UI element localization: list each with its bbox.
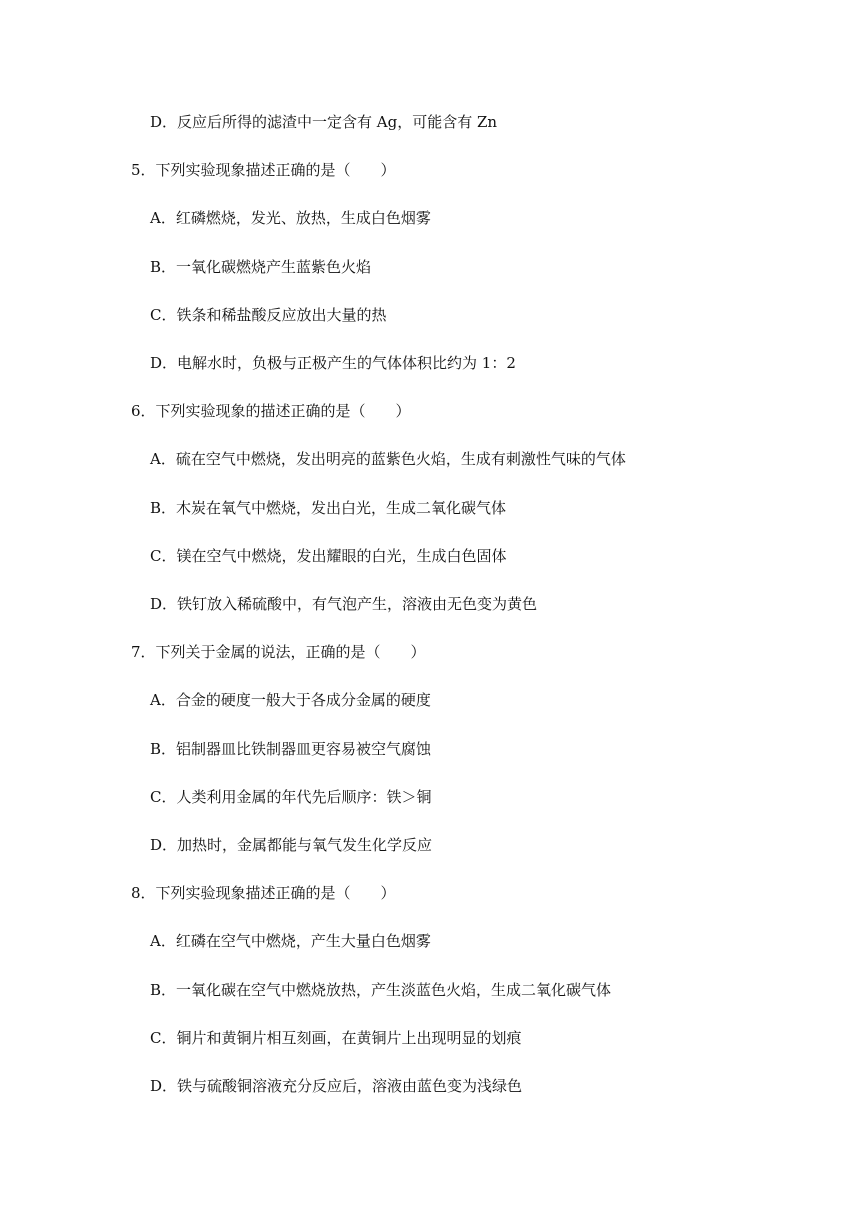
question-5-option-a: A．红磷燃烧，发光、放热，生成白色烟雾 [150, 209, 431, 227]
question-6-option-d: D．铁钉放入稀硫酸中，有气泡产生，溶液由无色变为黄色 [150, 595, 538, 613]
question-6-option-b: B．木炭在氧气中燃烧，发出白光，生成二氧化碳气体 [150, 499, 507, 517]
question-7-option-a: A．合金的硬度一般大于各成分金属的硬度 [150, 691, 431, 709]
question-8-stem: 8．下列实验现象描述正确的是（ ） [131, 884, 396, 902]
question-8-option-b: B．一氧化碳在空气中燃烧放热，产生淡蓝色火焰，生成二氧化碳气体 [150, 981, 612, 999]
question-5-stem: 5．下列实验现象描述正确的是（ ） [131, 161, 396, 179]
question-5-option-d: D．电解水时，负极与正极产生的气体体积比约为 1：2 [150, 354, 516, 372]
question-7-option-c: C．人类利用金属的年代先后顺序：铁＞铜 [150, 788, 432, 806]
question-5-option-c: C．铁条和稀盐酸反应放出大量的热 [150, 306, 387, 324]
question-8-option-c: C．铜片和黄铜片相互刻画，在黄铜片上出现明显的划痕 [150, 1029, 522, 1047]
question-6-stem: 6．下列实验现象的描述正确的是（ ） [131, 402, 411, 420]
question-8-option-d: D．铁与硫酸铜溶液充分反应后，溶液由蓝色变为浅绿色 [150, 1077, 523, 1095]
question-7-option-d: D．加热时，金属都能与氧气发生化学反应 [150, 836, 433, 854]
question-5-option-b: B．一氧化碳燃烧产生蓝紫色火焰 [150, 258, 372, 276]
question-8-option-a: A．红磷在空气中燃烧，产生大量白色烟雾 [150, 932, 431, 950]
question-7-option-b: B．铝制器皿比铁制器皿更容易被空气腐蚀 [150, 740, 432, 758]
question-7-stem: 7．下列关于金属的说法，正确的是（ ） [131, 643, 426, 661]
question-6-option-c: C．镁在空气中燃烧，发出耀眼的白光，生成白色固体 [150, 547, 507, 565]
question-6-option-a: A．硫在空气中燃烧，发出明亮的蓝紫色火焰，生成有刺激性气味的气体 [150, 450, 626, 468]
option-d-prev-question: D．反应后所得的滤渣中一定含有 Ag，可能含有 Zn [150, 113, 498, 131]
